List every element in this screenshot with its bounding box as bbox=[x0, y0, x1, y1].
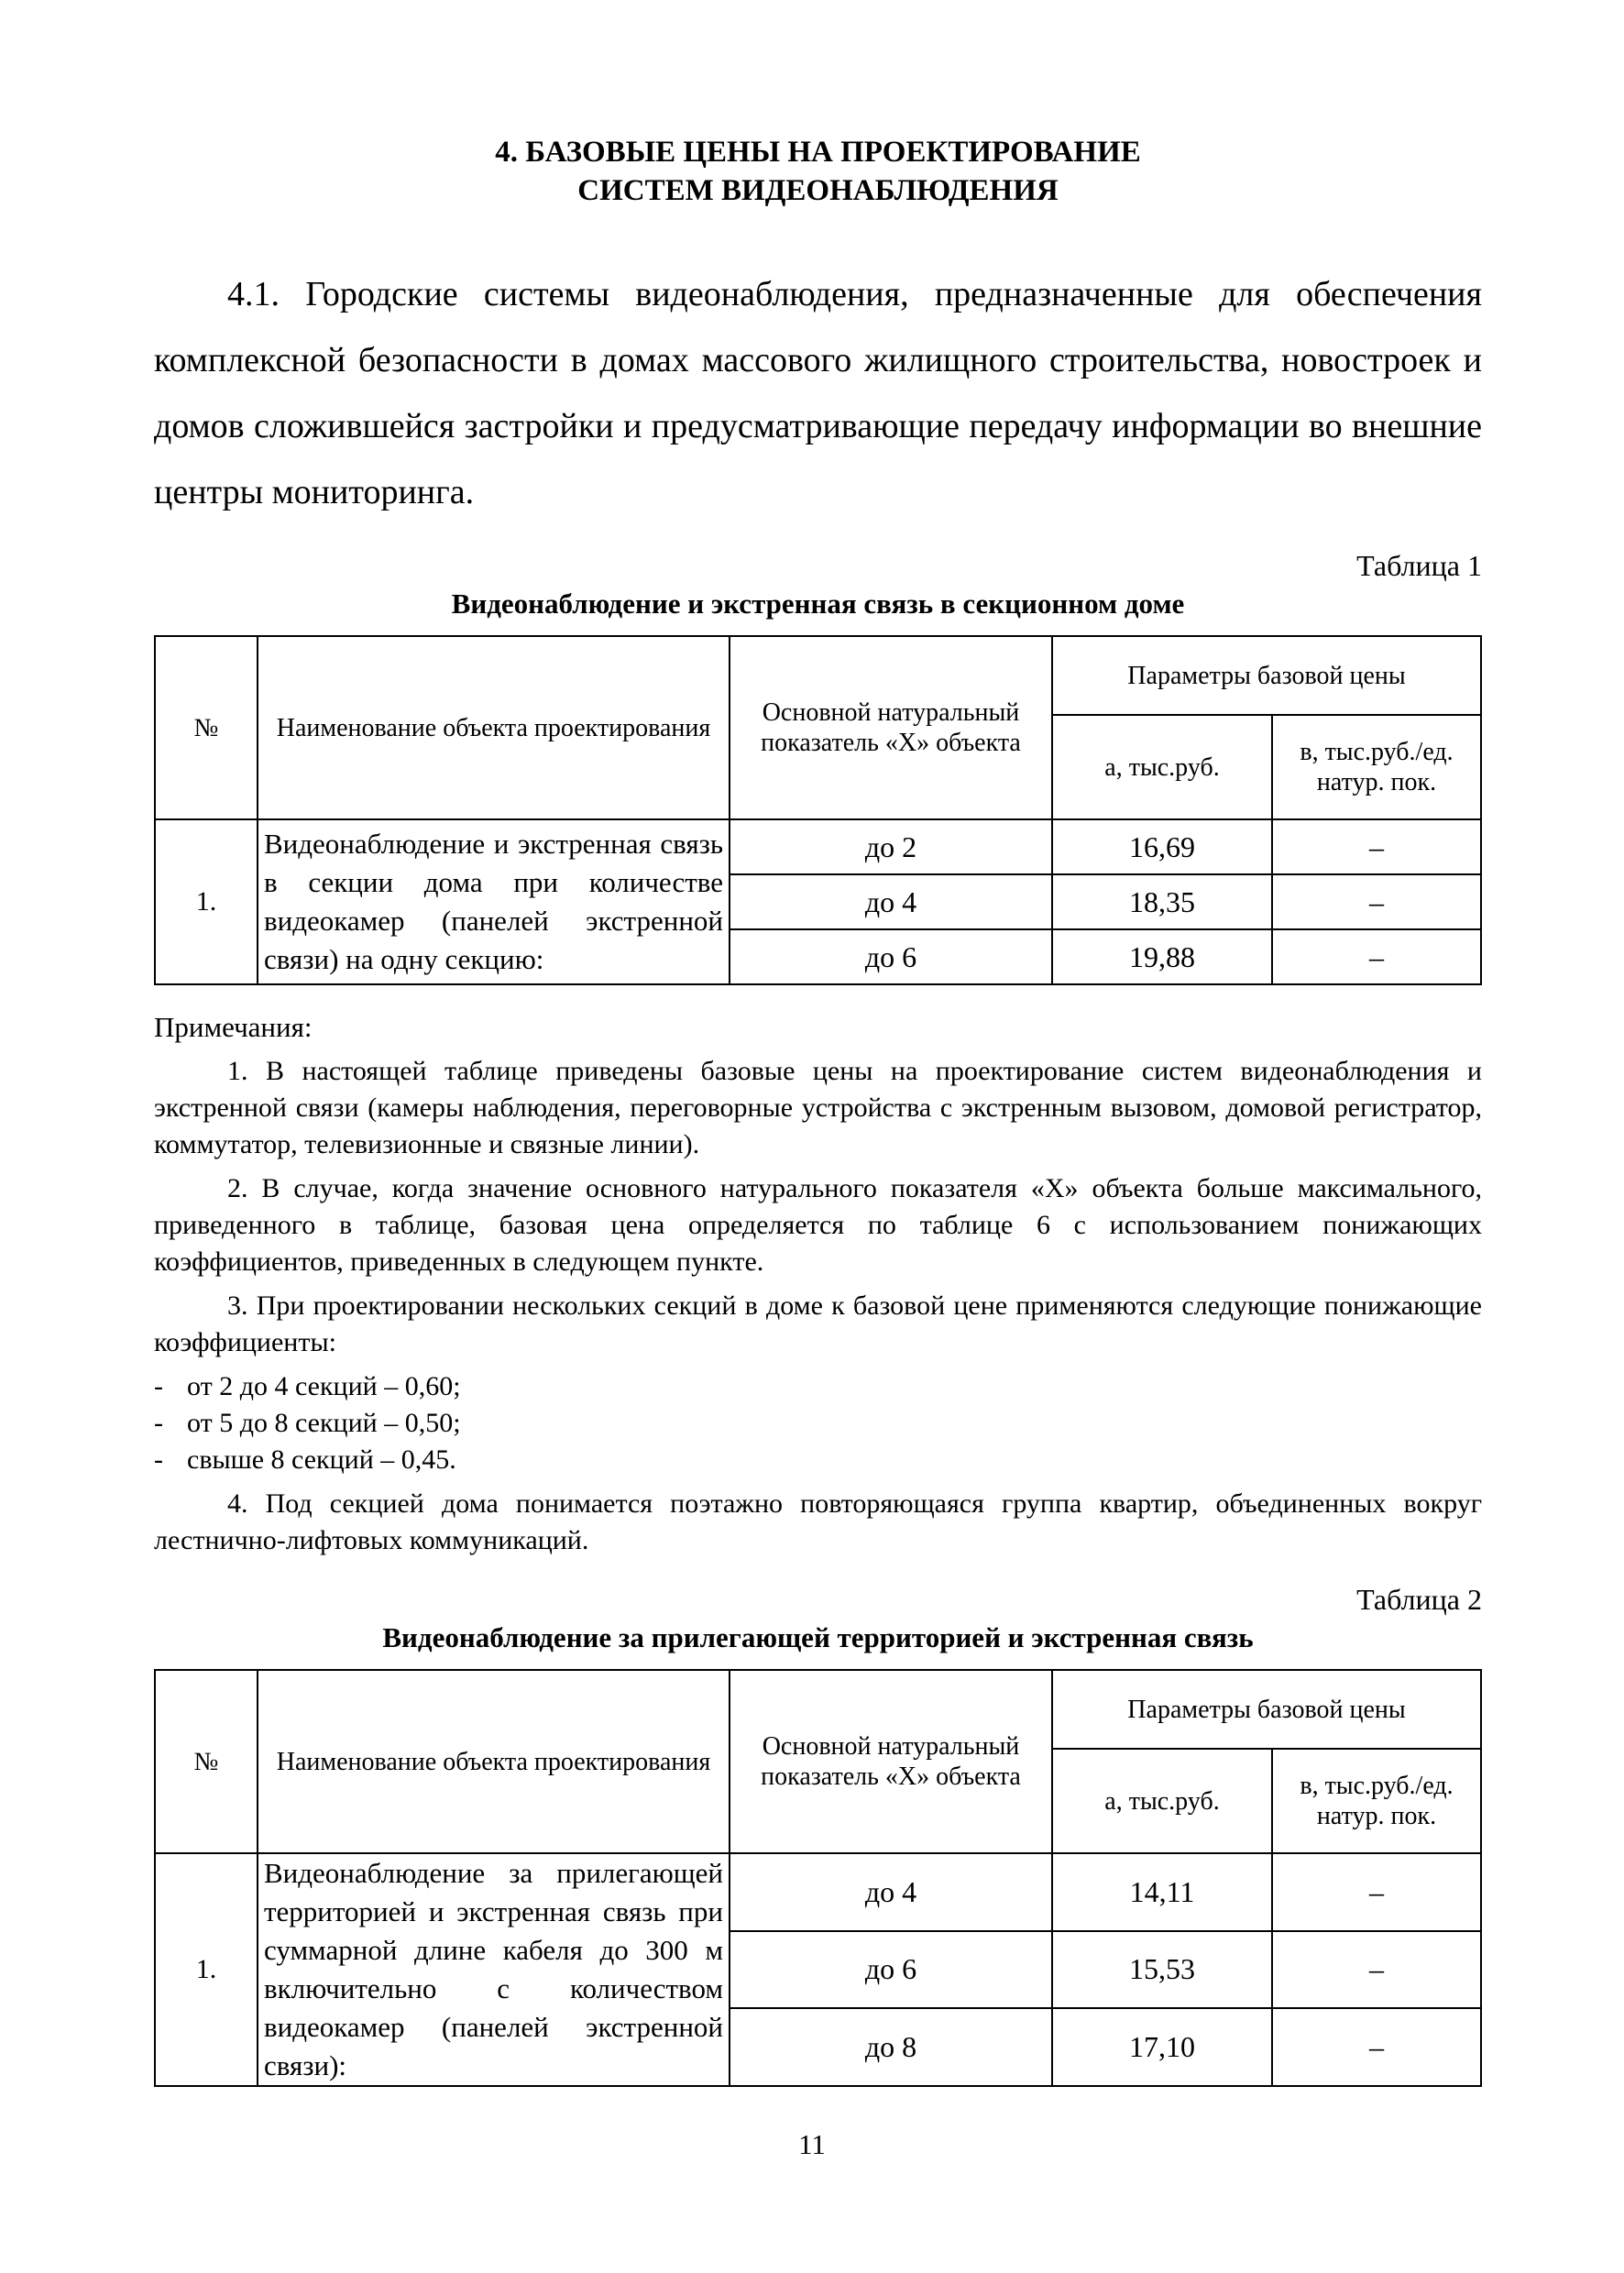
table-row bbox=[155, 819, 1481, 874]
table-2 bbox=[154, 1669, 1482, 2087]
table-1-cell-a: 18,35 bbox=[1052, 874, 1272, 929]
table-1-cell-x: до 4 bbox=[730, 874, 1052, 929]
table-1-cell-b: – bbox=[1272, 819, 1481, 874]
list-item bbox=[154, 1405, 1482, 1442]
table-1-header-num: № bbox=[155, 636, 258, 819]
table-1-cell-x: до 2 bbox=[730, 819, 1052, 874]
table-2-number: Таблица 2 bbox=[1356, 1583, 1482, 1616]
table-2-cell-b: – bbox=[1272, 1853, 1481, 1931]
note-2: 2. В случае, когда значение основного натурального показателя «Х» объекта больше максимального, приведенного в таблице, базовая цена определяется по таблице 6 с использованием понижающих коэффициентов, приведенных в следующем пункте. bbox=[154, 1173, 1482, 1277]
table-1-cell-a: 19,88 bbox=[1052, 929, 1272, 984]
table-1-header-row bbox=[155, 636, 1481, 715]
table-2-cell-a: 15,53 bbox=[1052, 1931, 1272, 2009]
note-4: 4. Под секцией дома понимается поэтажно повторяющаяся группа квартир, объединенных вокруг лестнично-лифтовых коммуникаций. bbox=[154, 1488, 1482, 1555]
dash-marker: - bbox=[154, 1408, 163, 1438]
dash-marker: - bbox=[154, 1444, 163, 1475]
table-1-header-b: в, тыс.руб./ед. натур. пок. bbox=[1272, 715, 1481, 819]
table-2-header-name: Наименование объекта проектирования bbox=[258, 1670, 730, 1853]
table-1-cell-a: 16,69 bbox=[1052, 819, 1272, 874]
table-row bbox=[155, 1853, 1481, 1931]
table-1-title: Видеонаблюдение и экстренная связь в секционном доме bbox=[451, 587, 1185, 620]
table-2-cell-a: 14,11 bbox=[1052, 1853, 1272, 1931]
table-1-header-name: Наименование объекта проектирования bbox=[258, 636, 730, 819]
table-2-header-row bbox=[155, 1670, 1481, 1749]
table-2-header-num: № bbox=[155, 1670, 258, 1853]
table-1-cell-b: – bbox=[1272, 874, 1481, 929]
table-1-row-name: Видеонаблюдение и экстренная связь в секции дома при количестве видеокамер (панелей экстренной связи) на одну секцию: bbox=[258, 819, 730, 984]
table-2-cell-x: до 4 bbox=[730, 1853, 1052, 1931]
page-number: 11 bbox=[798, 2128, 826, 2160]
coefficient-text: свыше 8 секций – 0,45. bbox=[187, 1444, 456, 1475]
notes-heading: Примечания: bbox=[154, 1011, 313, 1043]
table-1-cell-b: – bbox=[1272, 929, 1481, 984]
coefficient-list bbox=[154, 1368, 1482, 1478]
table-1-cell-x: до 6 bbox=[730, 929, 1052, 984]
table-1-number: Таблица 1 bbox=[1356, 549, 1482, 582]
list-item bbox=[154, 1442, 1482, 1478]
table-2-cell-b: – bbox=[1272, 2008, 1481, 2086]
list-item bbox=[154, 1368, 1482, 1405]
table-1 bbox=[154, 635, 1482, 985]
coefficient-text: от 5 до 8 секций – 0,50; bbox=[187, 1408, 461, 1438]
table-2-cell-x: до 6 bbox=[730, 1931, 1052, 2009]
table-1-header-x: Основной натуральный показатель «Х» объекта bbox=[730, 636, 1052, 819]
section-title-line-2: СИСТЕМ ВИДЕОНАБЛЮДЕНИЯ bbox=[577, 174, 1059, 207]
section-title-line-1: 4. БАЗОВЫЕ ЦЕНЫ НА ПРОЕКТИРОВАНИЕ bbox=[495, 136, 1141, 169]
section-title bbox=[154, 133, 1482, 210]
table-2-cell-a: 17,10 bbox=[1052, 2008, 1272, 2086]
table-2-row-name: Видеонаблюдение за прилегающей территорией и экстренная связь при суммарной длине кабеля до 300 м включительно с количеством видеокамер (панелей экстренной связи): bbox=[258, 1853, 730, 2086]
table-2-title: Видеонаблюдение за прилегающей территорией и экстренная связь bbox=[382, 1621, 1254, 1653]
note-1: 1. В настоящей таблице приведены базовые цены на проектирование систем видеонаблюдения и экстренной связи (камеры наблюдения, переговорные устройства с экстренным вызовом, домовой регистратор, коммутатор, телевизионные и связные линии). bbox=[154, 1056, 1482, 1159]
intro-paragraph: 4.1. Городские системы видеонаблюдения, предназначенные для обеспечения комплексной безопасности в домах массового жилищного строительства, новостроек и домов сложившейся застройки и предусматривающие передачу информации во внешние центры мониторинга. bbox=[154, 275, 1482, 511]
table-1-header-a: а, тыс.руб. bbox=[1052, 715, 1272, 819]
table-2-row-num: 1. bbox=[155, 1853, 258, 2086]
table-2-header-params: Параметры базовой цены bbox=[1052, 1670, 1481, 1749]
table-2-cell-b: – bbox=[1272, 1931, 1481, 2009]
table-2-header-x: Основной натуральный показатель «Х» объекта bbox=[730, 1670, 1052, 1853]
table-2-header-b: в, тыс.руб./ед. натур. пок. bbox=[1272, 1749, 1481, 1853]
note-3: 3. При проектировании нескольких секций в доме к базовой цене применяются следующие понижающие коэффициенты: bbox=[154, 1290, 1482, 1357]
table-2-cell-x: до 8 bbox=[730, 2008, 1052, 2086]
table-1-header-params: Параметры базовой цены bbox=[1052, 636, 1481, 715]
dash-marker: - bbox=[154, 1371, 163, 1401]
table-1-row-num: 1. bbox=[155, 819, 258, 984]
table-2-header-a: а, тыс.руб. bbox=[1052, 1749, 1272, 1853]
coefficient-text: от 2 до 4 секций – 0,60; bbox=[187, 1371, 461, 1401]
